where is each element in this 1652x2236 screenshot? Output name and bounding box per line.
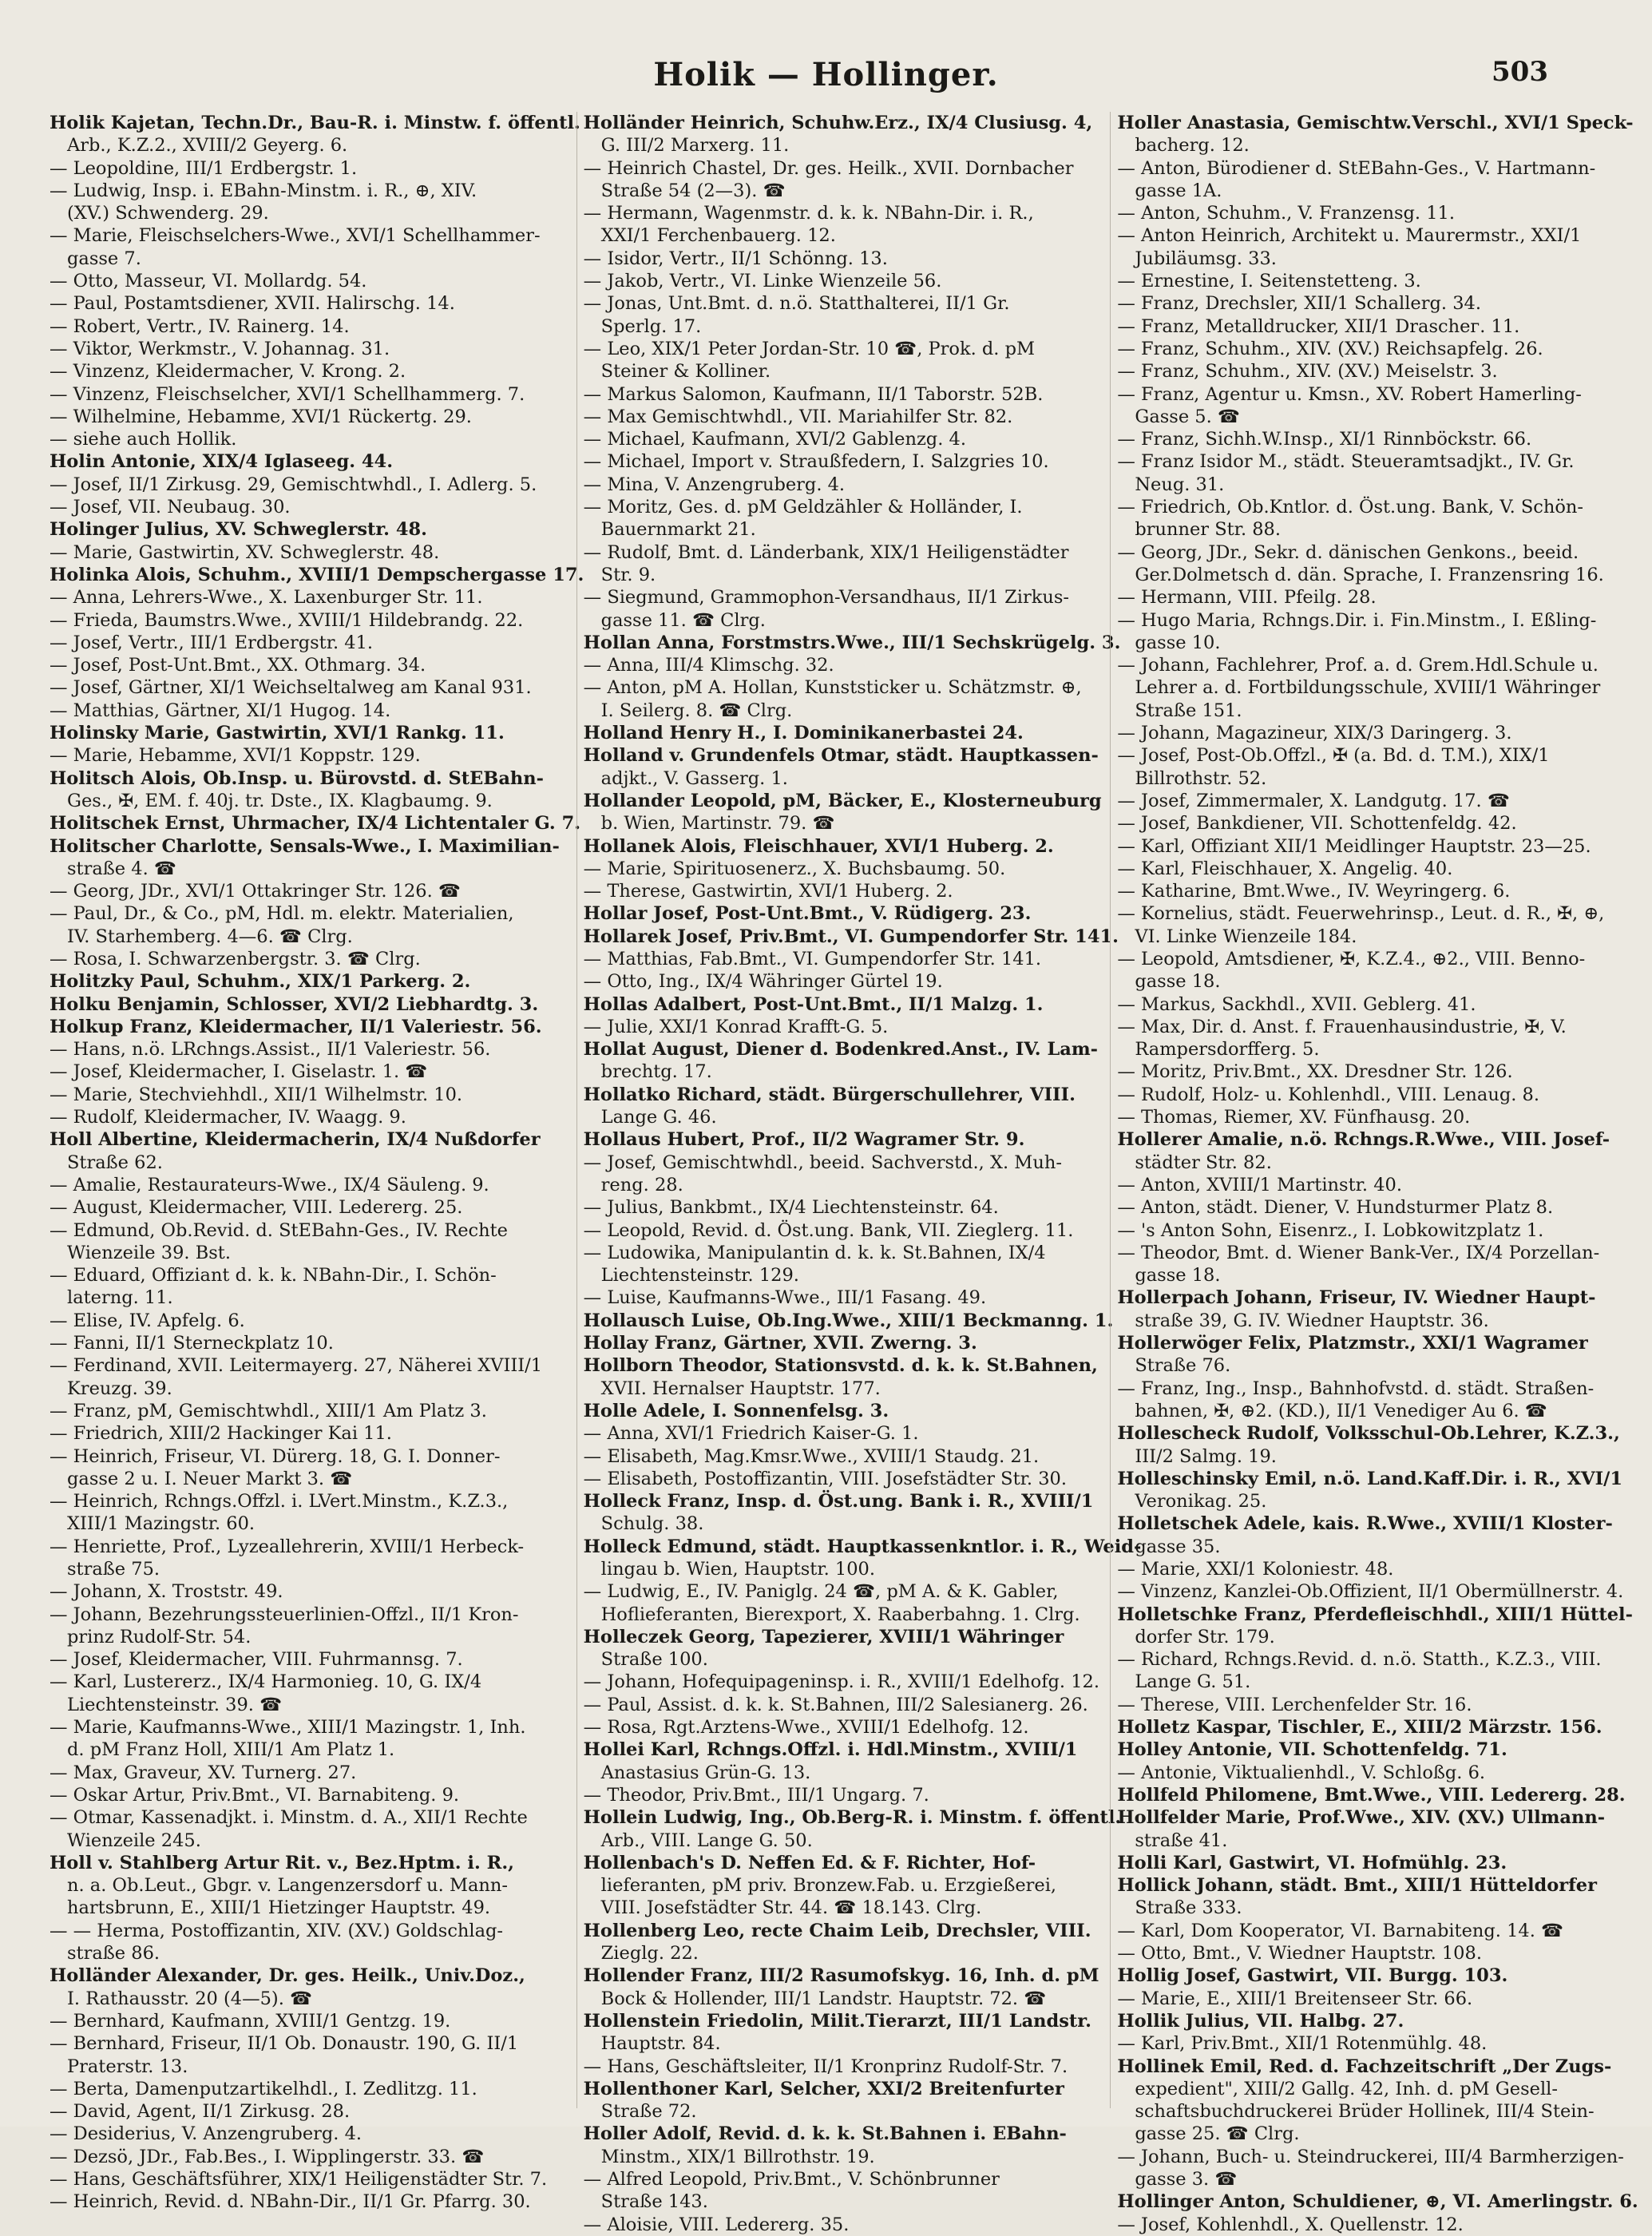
directory-entry-line: Sperlg. 17. <box>600 315 702 337</box>
directory-entry-line: d. pM Franz Holl, XIII/1 Am Platz 1. <box>67 1739 395 1761</box>
directory-entry-line: — David, Agent, II/1 Zirkusg. 28. <box>50 2101 351 2123</box>
directory-entry-line: Bock & Hollender, III/1 Landstr. Hauptstr. 72. ☎ <box>600 1988 1047 2009</box>
directory-entry-line: — Anna, XVI/1 Friedrich Kaiser-G. 1. <box>583 1423 919 1445</box>
directory-entry-line: — Leopold, Amtsdiener, ✠, K.Z.4., ⊕2., VIII. Benno- <box>1117 948 1586 969</box>
directory-entry-line: Hollanek Alois, Fleischhauer, XVI/1 Huberg. 2. <box>583 835 1054 857</box>
directory-entry-line: — Marie, XXI/1 Koloniestr. 48. <box>1117 1559 1394 1580</box>
directory-entry-line: Gasse 5. ☎ <box>1135 406 1240 427</box>
directory-entry-line: — Karl, Offiziant XII/1 Meidlinger Hauptstr. 23—25. <box>1117 835 1591 857</box>
directory-entry-line: Holinger Julius, XV. Schweglerstr. 48. <box>50 519 427 541</box>
directory-entry-line: — Katharine, Bmt.Wwe., IV. Weyringerg. 6. <box>1117 881 1511 902</box>
directory-entry-line: Straße 333. <box>1135 1897 1242 1919</box>
directory-entry-line: Holletschke Franz, Pferdefleischhdl., XIII/1 Hüttel- <box>1117 1604 1633 1625</box>
directory-entry-line: — Georg, JDr., XVI/1 Ottakringer Str. 126. ☎ <box>50 881 461 902</box>
directory-entry-line: Rampersdorfferg. 5. <box>1135 1039 1320 1061</box>
directory-entry-line: — Josef, Bankdiener, VII. Schottenfeldg. 42. <box>1117 813 1517 835</box>
directory-entry-line: — Franz, Agentur u. Kmsn., XV. Robert Hamerling- <box>1117 383 1582 405</box>
directory-entry-line: Holley Antonie, VII. Schottenfeldg. 71. <box>1117 1739 1507 1761</box>
directory-entry-line: VI. Linke Wienzeile 184. <box>1135 926 1357 947</box>
directory-entry-line: bahnen, ✠, ⊕2. (KD.), II/1 Venediger Au 6. ☎ <box>1135 1400 1547 1421</box>
directory-entry-line: gasse 35. <box>1135 1536 1221 1557</box>
directory-entry-line: straße 39, G. IV. Wiedner Hauptstr. 36. <box>1135 1310 1489 1331</box>
column-3 <box>1110 112 1638 2235</box>
directory-entry-line: Lehrer a. d. Fortbildungsschule, XVIII/1 Währinger <box>1135 677 1601 699</box>
directory-entry-line: — Rosa, I. Schwarzenbergstr. 3. ☎ Clrg. <box>50 948 421 969</box>
directory-entry-line: I. Seilerg. 8. ☎ Clrg. <box>600 700 793 721</box>
directory-entry-line: — Oskar Artur, Priv.Bmt., VI. Barnabiteng. 9. <box>50 1784 460 1806</box>
directory-entry-line: — Franz, Drechsler, XII/1 Schallerg. 34. <box>1117 293 1481 315</box>
directory-entry-line: Holleschinsky Emil, n.ö. Land.Kaff.Dir. i. R., XVI/1 <box>1117 1468 1623 1489</box>
directory-entry-line: — Karl, Lustererz., IX/4 Harmonieg. 10, G. IX/4 <box>50 1671 482 1693</box>
directory-entry-line: XIII/1 Mazingstr. 60. <box>67 1513 256 1535</box>
directory-columns <box>50 112 1638 2235</box>
directory-entry-line: — Paul, Postamtsdiener, XVII. Halirschg. 14. <box>50 293 455 315</box>
directory-entry-line: — Moritz, Ges. d. pM Geldzähler & Holländer, I. <box>583 497 1023 518</box>
directory-entry-line: — Josef, Post-Ob.Offzl., ✠ (a. Bd. d. T.M.), XIX/1 <box>1117 745 1550 767</box>
directory-entry-line: — Marie, Gastwirtin, XV. Schweglerstr. 48. <box>50 541 440 563</box>
directory-entry-line: Liechtensteinstr. 129. <box>600 1265 799 1286</box>
directory-entry-line: — Ernestine, I. Seitenstetteng. 3. <box>1117 271 1421 292</box>
directory-entry-line: — Josef, Vertr., III/1 Erdbergstr. 41. <box>50 632 374 653</box>
directory-entry-line: Holleck Franz, Insp. d. Öst.ung. Bank i. R., XVIII/1 <box>583 1491 1094 1512</box>
directory-entry-line: — Anton, XVIII/1 Martinstr. 40. <box>1117 1174 1402 1195</box>
directory-entry-line: — Jakob, Vertr., VI. Linke Wienzeile 56. <box>583 271 942 292</box>
directory-entry-line: — Henriette, Prof., Lyzeallehrerin, XVIII/1 Herbeck- <box>50 1536 525 1557</box>
directory-entry-line: Hollerer Amalie, n.ö. Rchngs.R.Wwe., VIII. Josef- <box>1117 1129 1610 1151</box>
directory-entry-line: (XV.) Schwenderg. 29. <box>67 203 269 224</box>
directory-entry-line: Minstm., XIX/1 Billrothstr. 19. <box>600 2146 875 2167</box>
directory-entry-line: — Friedrich, XIII/2 Hackinger Kai 11. <box>50 1423 392 1445</box>
directory-entry-line: IV. Starhemberg. 4—6. ☎ Clrg. <box>67 926 353 947</box>
directory-entry-line: hartsbrunn, E., XIII/1 Hietzinger Hauptstr. 49. <box>67 1897 491 1919</box>
directory-entry-line: Holinka Alois, Schuhm., XVIII/1 Dempschergasse 17. <box>50 564 584 585</box>
directory-entry-line: gasse 18. <box>1135 1265 1221 1286</box>
directory-entry-line: Holinsky Marie, Gastwirtin, XVI/1 Rankg. 11. <box>50 723 505 744</box>
directory-entry-line: — Johann, Magazineur, XIX/3 Daringerg. 3. <box>1117 723 1512 744</box>
directory-entry-line: — Otmar, Kassenadjkt. i. Minstm. d. A., XII/1 Rechte <box>50 1807 528 1829</box>
directory-entry-line: — Marie, Stechviehhdl., XII/1 Wilhelmstr. 10. <box>50 1084 463 1105</box>
directory-entry-line: Holin Antonie, XIX/4 Iglaseeg. 44. <box>50 451 394 473</box>
directory-entry-line: Hollender Franz, III/2 Rasumofskyg. 16, Inh. d. pM <box>583 1965 1099 1987</box>
directory-entry-line: — Thomas, Riemer, XV. Fünfhausg. 20. <box>1117 1107 1471 1128</box>
directory-entry-line: Holleck Edmund, städt. Hauptkassenkntlor. i. R., Weid- <box>583 1536 1142 1557</box>
directory-entry-line: — Josef, Zimmermaler, X. Landgutg. 17. ☎ <box>1117 790 1510 811</box>
directory-entry-line: G. III/2 Marxerg. 11. <box>600 135 790 157</box>
directory-entry-line: Holleczek Georg, Tapezierer, XVIII/1 Währinger <box>583 1626 1064 1647</box>
directory-entry-line: dorfer Str. 179. <box>1135 1626 1275 1647</box>
directory-entry-line: Holli Karl, Gastwirt, VI. Hofmühlg. 23. <box>1117 1852 1507 1873</box>
directory-entry-line: — Markus, Sackhdl., XVII. Geblerg. 41. <box>1117 993 1476 1015</box>
directory-entry-line: — Viktor, Werkmstr., V. Johannag. 31. <box>50 338 390 359</box>
directory-entry-line: Arb., K.Z.2., XVIII/2 Geyerg. 6. <box>67 135 348 157</box>
directory-entry-line: Hollenbach's D. Neffen Ed. & F. Richter, Hof- <box>583 1852 1036 1873</box>
directory-entry-line: — Julie, XXI/1 Konrad Krafft-G. 5. <box>583 1016 889 1037</box>
directory-entry-line: Holländer Alexander, Dr. ges. Heilk., Univ.Doz., <box>50 1965 525 1987</box>
directory-entry-line: gasse 18. <box>1135 971 1221 993</box>
directory-entry-line: — Bernhard, Kaufmann, XVIII/1 Gentzg. 19. <box>50 2010 451 2032</box>
directory-entry-line: — Aloisie, VIII. Ledererg. 35. <box>583 2214 850 2235</box>
directory-entry-line: Hollay Franz, Gärtner, XVII. Zwerng. 3. <box>583 1333 977 1354</box>
directory-entry-line: Hollescheck Rudolf, Volksschul-Ob.Lehrer, K.Z.3., <box>1117 1423 1620 1445</box>
directory-entry-line: Holletschek Adele, kais. R.Wwe., XVIII/1 Kloster- <box>1117 1513 1613 1535</box>
directory-entry-line: — Antonie, Viktualienhdl., V. Schloßg. 6. <box>1117 1762 1486 1783</box>
directory-entry-line: prinz Rudolf-Str. 54. <box>67 1626 252 1647</box>
directory-entry-line: Praterstr. 13. <box>67 2056 188 2077</box>
directory-entry-line: — Hans, Geschäftsleiter, II/1 Kronprinz Rudolf-Str. 7. <box>583 2056 1068 2077</box>
directory-entry-line: — Max, Dir. d. Anst. f. Frauenhausindustrie, ✠, V. <box>1117 1016 1567 1037</box>
directory-entry-line: — Paul, Assist. d. k. k. St.Bahnen, III/2 Salesianerg. 26. <box>583 1694 1088 1715</box>
directory-entry-line: — Josef, Gärtner, XI/1 Weichseltalweg am Kanal 931. <box>50 677 532 699</box>
directory-entry-line: Holler Adolf, Revid. d. k. k. St.Bahnen i. EBahn- <box>583 2123 1067 2145</box>
directory-entry-line: Hollan Anna, Forstmstrs.Wwe., III/1 Sechskrügelg. 3. <box>583 632 1121 653</box>
directory-entry-line: — siehe auch Hollik. <box>50 429 237 450</box>
directory-entry-line: — Marie, E., XIII/1 Breitenseer Str. 66. <box>1117 1988 1473 2009</box>
directory-entry-line: gasse 11. ☎ Clrg. <box>600 609 766 631</box>
directory-entry-line: — Josef, Kohlenhdl., X. Quellenstr. 12. <box>1117 2214 1464 2235</box>
directory-entry-line: Holland Henry H., I. Dominikanerbastei 24. <box>583 723 1024 744</box>
directory-entry-line: gasse 2 u. I. Neuer Markt 3. ☎ <box>67 1468 353 1489</box>
directory-entry-line: adjkt., V. Gasserg. 1. <box>600 767 788 789</box>
directory-entry-line: Holle Adele, I. Sonnenfelsg. 3. <box>583 1400 889 1421</box>
directory-entry-line: Hollenthoner Karl, Selcher, XXI/2 Breitenfurter <box>583 2078 1064 2099</box>
directory-entry-line: — Leopoldine, III/1 Erdbergstr. 1. <box>50 157 358 179</box>
directory-entry-line: — Ludowika, Manipulantin d. k. k. St.Bahnen, IX/4 <box>583 1242 1046 1263</box>
directory-entry-line: — Rudolf, Bmt. d. Länderbank, XIX/1 Heiligenstädter <box>583 541 1069 563</box>
directory-entry-line: Lange G. 46. <box>600 1107 717 1128</box>
directory-entry-line: — Richard, Rchngs.Revid. d. n.ö. Statth., K.Z.3., VIII. <box>1117 1649 1602 1671</box>
directory-entry-line: — Edmund, Ob.Revid. d. StEBahn-Ges., IV. Rechte <box>50 1219 509 1241</box>
directory-entry-line: — Therese, Gastwirtin, XVI/1 Huberg. 2. <box>583 881 953 902</box>
directory-entry-line: Holler Anastasia, Gemischtw.Verschl., XVI/1 Speck- <box>1117 113 1634 133</box>
directory-entry-line: Lange G. 51. <box>1135 1671 1251 1693</box>
directory-entry-line: — Elise, IV. Apfelg. 6. <box>50 1310 245 1331</box>
directory-entry-line: — Marie, Kaufmanns-Wwe., XIII/1 Mazingstr. 1, Inh. <box>50 1717 526 1738</box>
directory-entry-line: Straße 62. <box>67 1152 163 1173</box>
directory-entry-line: Hollat August, Diener d. Bodenkred.Anst., IV. Lam- <box>583 1039 1098 1061</box>
directory-entry-line: gasse 1A. <box>1135 180 1222 201</box>
directory-entry-line: — Therese, VIII. Lerchenfelder Str. 16. <box>1117 1694 1472 1715</box>
column-2 <box>576 112 1142 2235</box>
directory-entry-line: bacherg. 12. <box>1135 135 1250 157</box>
directory-entry-line: Bauernmarkt 21. <box>600 519 756 541</box>
directory-entry-line: — Heinrich, Friseur, VI. Dürerg. 18, G. I. Donner- <box>50 1445 501 1467</box>
directory-entry-line: — Johann, Hofequipageninsp. i. R., XVIII/1 Edelhofg. 12. <box>583 1671 1100 1693</box>
directory-entry-line: Liechtensteinstr. 39. ☎ <box>67 1694 283 1715</box>
directory-entry-line: Straße 54 (2—3). ☎ <box>600 180 786 201</box>
directory-entry-line: Holländer Heinrich, Schuhw.Erz., IX/4 Clusiusg. 4, <box>583 113 1093 133</box>
directory-entry-line: — Johann, Bezehrungssteuerlinien-Offzl., II/1 Kron- <box>50 1604 519 1625</box>
directory-entry-line: — Otto, Masseur, VI. Mollardg. 54. <box>50 271 367 292</box>
directory-entry-line: — Jonas, Unt.Bmt. d. n.ö. Statthalterei, II/1 Gr. <box>583 293 1010 315</box>
directory-entry-line: — Hermann, VIII. Pfeilg. 28. <box>1117 587 1377 609</box>
directory-entry-line: Zieglg. 22. <box>600 1943 699 1964</box>
directory-entry-line: Billrothstr. 52. <box>1135 767 1267 789</box>
directory-entry-line: — Vinzenz, Kleidermacher, V. Krong. 2. <box>50 361 406 383</box>
directory-entry-line: Hollerpach Johann, Friseur, IV. Wiedner Haupt- <box>1117 1287 1596 1309</box>
directory-entry-line: lingau b. Wien, Hauptstr. 100. <box>600 1559 876 1580</box>
directory-entry-line: — Hermann, Wagenmstr. d. k. k. NBahn-Dir. i. R., <box>583 203 1034 224</box>
directory-entry-line: Holl v. Stahlberg Artur Rit. v., Bez.Hptm. i. R., <box>50 1852 515 1873</box>
directory-entry-line: straße 86. <box>67 1943 160 1964</box>
directory-entry-line: Hoflieferanten, Bierexport, X. Raaberbahng. 1. Clrg. <box>600 1604 1080 1625</box>
directory-entry-line: — Luise, Kaufmanns-Wwe., III/1 Fasang. 49. <box>583 1287 987 1309</box>
directory-entry-line: Holkup Franz, Kleidermacher, II/1 Valeriestr. 56. <box>50 1016 542 1037</box>
directory-entry-line: — Josef, VII. Neubaug. 30. <box>50 497 291 518</box>
directory-entry-line: Hollfelder Marie, Prof.Wwe., XIV. (XV.) Ullmann- <box>1117 1807 1606 1829</box>
directory-entry-line: — Karl, Priv.Bmt., XII/1 Rotenmühlg. 48. <box>1117 2033 1488 2055</box>
directory-entry-line: städter Str. 82. <box>1135 1152 1272 1173</box>
directory-entry-line: — Leo, XIX/1 Peter Jordan-Str. 10 ☎, Prok. d. pM <box>583 338 1036 359</box>
directory-entry-line: — Marie, Fleischselchers-Wwe., XVI/1 Schellhammer- <box>50 225 541 247</box>
directory-entry-line: — Vinzenz, Fleischselcher, XVI/1 Schellhammerg. 7. <box>50 383 525 405</box>
directory-entry-line: — Alfred Leopold, Priv.Bmt., V. Schönbrunner <box>583 2169 1000 2190</box>
directory-entry-line: — Vinzenz, Kanzlei-Ob.Offizient, II/1 Obermüllnerstr. 4. <box>1117 1581 1624 1603</box>
directory-entry-line: Hollborn Theodor, Stationsvstd. d. k. k. St.Bahnen, <box>583 1355 1098 1377</box>
directory-entry-line: Hollas Adalbert, Post-Unt.Bmt., II/1 Malzg. 1. <box>583 993 1044 1015</box>
directory-entry-line: — Paul, Dr., & Co., pM, Hdl. m. elektr. Materialien, <box>50 903 514 925</box>
running-title: Holik — Hollinger. <box>653 56 999 93</box>
directory-entry-line: Anastasius Grün-G. 13. <box>600 1762 811 1783</box>
directory-entry-line: brunner Str. 88. <box>1135 519 1282 541</box>
directory-entry-line: Hollar Josef, Post-Unt.Bmt., V. Rüdigerg. 23. <box>583 903 1032 925</box>
page-header <box>0 56 1652 104</box>
directory-entry-line: — Michael, Kaufmann, XVI/2 Gablenzg. 4. <box>583 429 966 450</box>
directory-entry-line: — Dezsö, JDr., Fab.Bes., I. Wipplingerstr. 33. ☎ <box>50 2146 485 2167</box>
directory-entry-line: — Anton, pM A. Hollan, Kunststicker u. Schätzmstr. ⊕, <box>583 677 1082 699</box>
directory-entry-line: gasse 10. <box>1135 632 1221 653</box>
directory-entry-line: Hollik Julius, VII. Halbg. 27. <box>1117 2010 1404 2032</box>
directory-entry-line: Holitscher Charlotte, Sensals-Wwe., I. Maximilian- <box>50 835 560 857</box>
directory-entry-line: Hollick Johann, städt. Bmt., XIII/1 Hütteldorfer <box>1117 1875 1597 1897</box>
directory-entry-line: — Rudolf, Kleidermacher, IV. Waagg. 9. <box>50 1107 406 1128</box>
directory-entry-line: — Franz, Sichh.W.Insp., XI/1 Rinnböckstr. 66. <box>1117 429 1532 450</box>
directory-entry-line: Holitsch Alois, Ob.Insp. u. Bürovstd. d. StEBahn- <box>50 767 544 789</box>
directory-entry-line: lieferanten, pM priv. Bronzew.Fab. u. Erzgießerei, <box>600 1875 1057 1897</box>
directory-entry-line: Hollander Leopold, pM, Bäcker, E., Klosterneuburg <box>583 790 1102 811</box>
directory-entry-line: — Marie, Hebamme, XVI/1 Koppstr. 129. <box>50 745 421 767</box>
directory-entry-line: — Franz, Ing., Insp., Bahnhofvstd. d. städt. Straßen- <box>1117 1378 1595 1399</box>
directory-entry-line: Straße 143. <box>600 2191 708 2213</box>
directory-entry-line: — Heinrich Chastel, Dr. ges. Heilk., XVII. Dornbacher <box>583 157 1074 179</box>
directory-entry-line: b. Wien, Martinstr. 79. ☎ <box>600 813 835 835</box>
directory-entry-line: — Amalie, Restaurateurs-Wwe., IX/4 Säuleng. 9. <box>50 1174 489 1195</box>
directory-entry-line: — Leopold, Revid. d. Öst.ung. Bank, VII. Zieglerg. 11. <box>583 1219 1074 1241</box>
directory-entry-line: — Rudolf, Holz- u. Kohlenhdl., VIII. Lenaug. 8. <box>1117 1084 1540 1105</box>
directory-entry-line: Hollei Karl, Rchngs.Offzl. i. Hdl.Minstm., XVIII/1 <box>583 1739 1078 1761</box>
directory-entry-line: — Theodor, Priv.Bmt., III/1 Ungarg. 7. <box>583 1784 929 1806</box>
directory-entry-line: — Marie, Spirituosenerz., X. Buchsbaumg. 50. <box>583 858 1006 879</box>
directory-entry-line: — Anton Heinrich, Architekt u. Maurermstr., XXI/1 <box>1117 225 1582 247</box>
directory-entry-line: — Johann, Fachlehrer, Prof. a. d. Grem.Hdl.Schule u. <box>1117 655 1599 676</box>
directory-entry-line: Str. 9. <box>600 564 656 585</box>
directory-entry-line: straße 75. <box>67 1559 160 1580</box>
directory-entry-line: III/2 Salmg. 19. <box>1135 1445 1277 1467</box>
directory-entry-line: — Anton, Bürodiener d. StEBahn-Ges., V. Hartmann- <box>1117 157 1596 179</box>
directory-entry-line: — Siegmund, Grammophon-Versandhaus, II/1 Zirkus- <box>583 587 1069 609</box>
directory-entry-line: — Elisabeth, Postoffizantin, VIII. Josefstädter Str. 30. <box>583 1468 1068 1489</box>
directory-entry-line: — Karl, Fleischhauer, X. Angelig. 40. <box>1117 858 1453 879</box>
directory-entry-line: — Berta, Damenputzartikelhdl., I. Zedlitzg. 11. <box>50 2078 477 2099</box>
directory-entry-line: — Isidor, Vertr., II/1 Schönng. 13. <box>583 248 888 269</box>
directory-entry-line: XVII. Hernalser Hauptstr. 177. <box>600 1378 881 1399</box>
directory-entry-line: — Josef, Gemischtwhdl., beeid. Sachverstd., X. Muh- <box>583 1152 1062 1173</box>
directory-entry-line: — Ludwig, E., IV. Paniglg. 24 ☎, pM A. & K. Gabler, <box>583 1581 1059 1603</box>
directory-entry-line: — Frieda, Baumstrs.Wwe., XVIII/1 Hildebrandg. 22. <box>50 609 524 631</box>
directory-entry-line: straße 4. ☎ <box>67 858 176 879</box>
directory-entry-line: — Johann, Buch- u. Steindruckerei, III/4 Barmherzigen- <box>1117 2146 1624 2167</box>
directory-entry-line: — Franz, Schuhm., XIV. (XV.) Reichsapfelg. 26. <box>1117 338 1543 359</box>
directory-entry-line: — Karl, Dom Kooperator, VI. Barnabiteng. 14. ☎ <box>1117 1920 1564 1941</box>
directory-entry-line: — Heinrich, Rchngs.Offzl. i. LVert.Minstm., K.Z.3., <box>50 1491 509 1512</box>
directory-entry-line: — Friedrich, Ob.Kntlor. d. Öst.ung. Bank, V. Schön- <box>1117 497 1584 518</box>
directory-entry-line: Hollein Ludwig, Ing., Ob.Berg-R. i. Minstm. f. öffentl. <box>583 1807 1122 1829</box>
directory-entry-line: Hollinger Anton, Schuldiener, ⊕, VI. Amerlingstr. 6. <box>1117 2191 1638 2213</box>
directory-entry-line: Steiner & Kolliner. <box>600 361 771 383</box>
directory-entry-line: — Kornelius, städt. Feuerwehrinsp., Leut. d. R., ✠, ⊕, <box>1117 903 1605 925</box>
directory-entry-line: Holletz Kaspar, Tischler, E., XIII/2 Märzstr. 156. <box>1117 1717 1602 1738</box>
directory-entry-line: Hollatko Richard, städt. Bürgerschullehrer, VIII. <box>583 1084 1076 1105</box>
directory-entry-line: I. Rathausstr. 20 (4—5). ☎ <box>67 1988 313 2009</box>
directory-entry-line: XXI/1 Ferchenbauerg. 12. <box>600 225 836 247</box>
directory-entry-line: — Franz Isidor M., städt. Steueramtsadjkt., IV. Gr. <box>1117 451 1575 473</box>
directory-entry-line: gasse 7. <box>67 248 141 269</box>
directory-entry-line: — Ludwig, Insp. i. EBahn-Minstm. i. R., ⊕, XIV. <box>50 180 477 201</box>
directory-entry-line: Ger.Dolmetsch d. dän. Sprache, I. Franzensring 16. <box>1135 564 1604 585</box>
directory-entry-line: — Anton, städt. Diener, V. Hundsturmer Platz 8. <box>1117 1197 1554 1219</box>
directory-entry-line: — Moritz, Priv.Bmt., XX. Dresdner Str. 126. <box>1117 1061 1513 1083</box>
directory-entry-line: — Josef, Kleidermacher, I. Giselastr. 1. ☎ <box>50 1061 428 1083</box>
directory-entry-line: Hollfeld Philomene, Bmt.Wwe., VIII. Ledererg. 28. <box>1117 1784 1626 1806</box>
directory-entry-line: Kreuzg. 39. <box>67 1378 172 1399</box>
directory-entry-line: Hollenberg Leo, recte Chaim Leib, Drechsler, VIII. <box>583 1920 1091 1941</box>
directory-entry-line: — Josef, Post-Unt.Bmt., XX. Othmarg. 34. <box>50 655 426 676</box>
directory-entry-line: — Anton, Schuhm., V. Franzensg. 11. <box>1117 203 1455 224</box>
directory-entry-line: Straße 100. <box>600 1649 708 1671</box>
directory-entry-line: Hollausch Luise, Ob.Ing.Wwe., XIII/1 Beckmanng. 1. <box>583 1310 1114 1331</box>
directory-entry-line: Wienzeile 245. <box>67 1830 201 1851</box>
directory-entry-line: reng. 28. <box>600 1174 683 1195</box>
directory-entry-line: — Max, Graveur, XV. Turnerg. 27. <box>50 1762 357 1783</box>
directory-entry-line: Hollarek Josef, Priv.Bmt., VI. Gumpendorfer Str. 141. <box>583 926 1119 947</box>
directory-entry-line: Ges., ✠, EM. f. 40j. tr. Dste., IX. Klagbaumg. 9. <box>67 790 493 811</box>
directory-entry-line: Wienzeile 39. Bst. <box>67 1242 231 1263</box>
directory-entry-line: — Theodor, Bmt. d. Wiener Bank-Ver., IX/4 Porzellan- <box>1117 1242 1600 1263</box>
directory-entry-line: — Otto, Ing., IX/4 Währinger Gürtel 19. <box>583 971 943 993</box>
directory-entry-line: — Anna, Lehrers-Wwe., X. Laxenburger Str. 11. <box>50 587 483 609</box>
directory-entry-line: — Mina, V. Anzengruberg. 4. <box>583 474 846 495</box>
directory-entry-line: — Otto, Bmt., V. Wiedner Hauptstr. 108. <box>1117 1943 1482 1964</box>
directory-entry-line: — August, Kleidermacher, VIII. Ledererg. 25. <box>50 1197 463 1219</box>
directory-entry-line: — — Herma, Postoffizantin, XIV. (XV.) Goldschlag- <box>50 1920 504 1941</box>
directory-entry-line: — Matthias, Fab.Bmt., VI. Gumpendorfer Str. 141. <box>583 948 1042 969</box>
directory-entry-line: — 's Anton Sohn, Eisenrz., I. Lobkowitzplatz 1. <box>1117 1219 1544 1241</box>
directory-entry-line: — Robert, Vertr., IV. Rainerg. 14. <box>50 315 350 337</box>
directory-entry-line: — Eduard, Offiziant d. k. k. NBahn-Dir., I. Schön- <box>50 1265 497 1286</box>
directory-entry-line: Neug. 31. <box>1135 474 1225 495</box>
directory-entry-line: Hollinek Emil, Red. d. Fachzeitschrift „Der Zugs- <box>1117 2056 1612 2077</box>
directory-entry-line: Holitzky Paul, Schuhm., XIX/1 Parkerg. 2. <box>50 971 471 993</box>
directory-entry-line: — Franz, Metalldrucker, XII/1 Draschег. 11. <box>1117 315 1520 337</box>
directory-entry-line: Holku Benjamin, Schlosser, XVI/2 Liebhardtg. 3. <box>50 993 539 1015</box>
directory-entry-line: — Desiderius, V. Anzengruberg. 4. <box>50 2123 362 2145</box>
directory-entry-line: — Georg, JDr., Sekr. d. dänischen Genkons., beeid. <box>1117 541 1579 563</box>
directory-entry-line: Holitschek Ernst, Uhrmacher, IX/4 Lichtentaler G. 7. <box>50 813 581 835</box>
directory-entry-line: Arb., VIII. Lange G. 50. <box>600 1830 813 1851</box>
directory-entry-line: — Ferdinand, XVII. Leitermayerg. 27, Näherei XVIII/1 <box>50 1355 543 1377</box>
directory-entry-line: — Anna, III/4 Klimschg. 32. <box>583 655 834 676</box>
directory-entry-line: Schulg. 38. <box>600 1513 704 1535</box>
directory-entry-line: brechtg. 17. <box>600 1061 712 1083</box>
directory-entry-line: laterng. 11. <box>67 1287 173 1309</box>
directory-entry-line: schaftsbuchdruckerei Brüder Hollinek, III/4 Stein- <box>1135 2101 1595 2123</box>
directory-entry-line: — Hans, n.ö. LRchngs.Assist., II/1 Valeriestr. 56. <box>50 1039 491 1061</box>
directory-entry-line: — Michael, Import v. Straußfedern, I. Salzgries 10. <box>583 451 1049 473</box>
directory-entry-line: Straße 76. <box>1135 1355 1231 1377</box>
directory-entry-line: Hollaus Hubert, Prof., II/2 Wagramer Str. 9. <box>583 1129 1025 1151</box>
directory-entry-line: — Hans, Geschäftsführer, XIX/1 Heiligenstädter Str. 7. <box>50 2169 548 2190</box>
directory-entry-line: — Max Gemischtwhdl., VII. Mariahilfer Str. 82. <box>583 406 1013 427</box>
directory-entry-line: Veronikag. 25. <box>1135 1491 1267 1512</box>
directory-entry-line: VIII. Josefstädter Str. 44. ☎ 18.143. Clrg. <box>600 1897 982 1919</box>
directory-entry-line: Holland v. Grundenfels Otmar, städt. Hauptkassen- <box>583 745 1099 767</box>
directory-entry-line: — Matthias, Gärtner, XI/1 Hugog. 14. <box>50 700 391 721</box>
directory-entry-line: n. a. Ob.Leut., Gbgr. v. Langenzersdorf u. Mann- <box>67 1875 509 1897</box>
directory-entry-line: Hollig Josef, Gastwirt, VII. Burgg. 103. <box>1117 1965 1508 1987</box>
directory-entry-line: — Hugo Maria, Rchngs.Dir. i. Fin.Minstm., I. Eßling- <box>1117 609 1597 631</box>
directory-entry-line: — Rosa, Rgt.Arztens-Wwe., XVIII/1 Edelhofg. 12. <box>583 1717 1029 1738</box>
directory-entry-line: Jubiläumsg. 33. <box>1135 248 1277 269</box>
directory-entry-line: Hauptstr. 84. <box>600 2033 721 2055</box>
directory-entry-line: — Heinrich, Revid. d. NBahn-Dir., II/1 Gr. Pfarrg. 30. <box>50 2191 531 2213</box>
column-1 <box>50 112 584 2213</box>
directory-entry-line: Straße 151. <box>1135 700 1242 721</box>
directory-entry-line: — Julius, Bankbmt., IX/4 Liechtensteinstr. 64. <box>583 1197 999 1219</box>
directory-entry-line: — Franz, Schuhm., XIV. (XV.) Meiselstr. 3. <box>1117 361 1498 383</box>
directory-entry-line: — Franz, pM, Gemischtwhdl., XIII/1 Am Platz 3. <box>50 1400 487 1421</box>
directory-entry-line: — Elisabeth, Mag.Kmsr.Wwe., XVIII/1 Staudg. 21. <box>583 1445 1040 1467</box>
page-number: 503 <box>1492 56 1548 88</box>
directory-entry-line: Holl Albertine, Kleidermacherin, IX/4 Nußdorfer <box>50 1129 541 1151</box>
directory-entry-line: — Josef, Kleidermacher, VIII. Fuhrmannsg. 7. <box>50 1649 463 1671</box>
directory-entry-line: Hollenstein Friedolin, Milit.Tierarzt, III/1 Landstr. <box>583 2010 1091 2032</box>
directory-entry-line: Holik Kajetan, Techn.Dr., Bau-R. i. Minstw. f. öffentl. <box>50 113 580 133</box>
directory-entry-line: straße 41. <box>1135 1830 1228 1851</box>
directory-entry-line: — Bernhard, Friseur, II/1 Ob. Donaustr. 190, G. II/1 <box>50 2033 519 2055</box>
directory-entry-line: Straße 72. <box>600 2101 697 2123</box>
directory-entry-line: — Markus Salomon, Kaufmann, II/1 Taborstr. 52B. <box>583 383 1044 405</box>
directory-entry-line: — Johann, X. Troststr. 49. <box>50 1581 283 1603</box>
directory-entry-line: gasse 3. ☎ <box>1135 2169 1238 2190</box>
directory-entry-line: Hollerwöger Felix, Platzmstr., XXI/1 Wagramer <box>1117 1333 1588 1354</box>
directory-entry-line: — Josef, II/1 Zirkusg. 29, Gemischtwhdl., I. Adlerg. 5. <box>50 474 537 495</box>
directory-entry-line: gasse 25. ☎ Clrg. <box>1135 2123 1300 2145</box>
directory-entry-line: — Fanni, II/1 Sterneckplatz 10. <box>50 1333 334 1354</box>
directory-entry-line: — Wilhelmine, Hebamme, XVI/1 Rückertg. 29. <box>50 406 472 427</box>
directory-entry-line: expedient", XIII/2 Gallg. 42, Inh. d. pM Gesell- <box>1135 2078 1558 2099</box>
